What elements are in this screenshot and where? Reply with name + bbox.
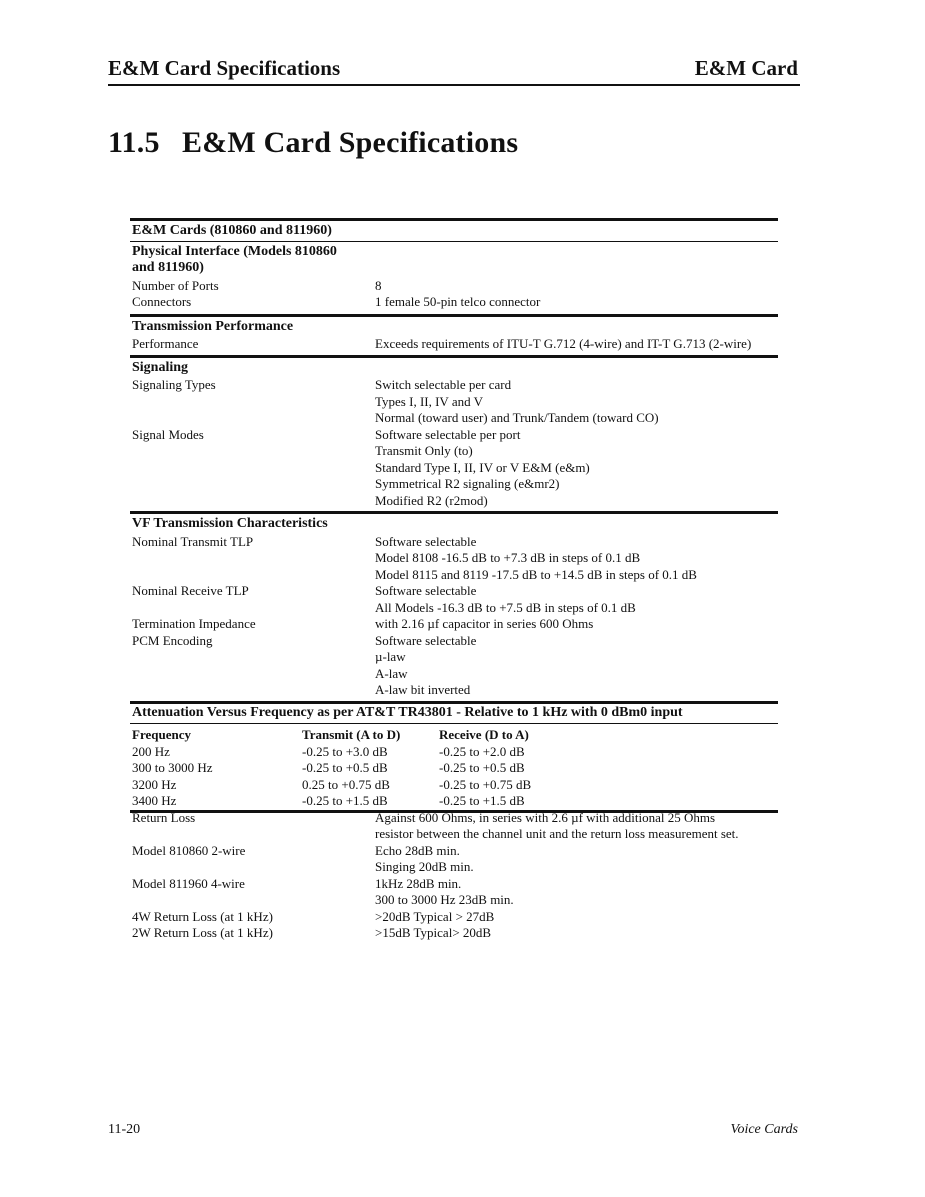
attenuation-heading: Attenuation Versus Frequency as per AT&T TR43801 - Relative to 1 kHz with 0 dBm0 input <box>130 704 778 725</box>
spec-row-value: Singing 20dB min. <box>375 859 474 874</box>
spec-row <box>130 336 778 353</box>
physical-heading-line2: and 811960) <box>132 260 204 275</box>
spec-row <box>130 534 778 584</box>
spec-row-label: Return Loss <box>132 809 196 825</box>
spec-row-value: Types I, II, IV and V <box>375 393 484 409</box>
spec-row <box>130 633 778 699</box>
spec-row-label: Performance <box>132 336 199 351</box>
spec-row-label: Connectors <box>132 294 192 309</box>
spec-row-value: µ-law <box>375 649 406 664</box>
col-receive: Receive (D to A) <box>439 727 529 742</box>
spec-row-label: Number of Ports <box>132 277 219 293</box>
page-title <box>108 126 518 160</box>
spec-row-values <box>375 583 778 616</box>
spec-row-value: A-law <box>375 665 408 681</box>
spec-row <box>130 810 778 843</box>
spec-table <box>130 218 778 942</box>
attenuation-row <box>130 760 778 777</box>
receive-cell: -0.25 to +0.75 dB <box>439 776 532 792</box>
receive-cell: -0.25 to +2.0 dB <box>439 743 525 759</box>
spec-row-value: A-law bit inverted <box>375 682 471 697</box>
spec-row-values <box>375 377 778 427</box>
attenuation-row <box>130 744 778 761</box>
spec-row <box>130 583 778 616</box>
spec-row-value: Against 600 Ohms, in series with 2.6 µf with additional 25 Ohms <box>375 809 716 825</box>
spec-row-value: Normal (toward user) and Trunk/Tandem (toward CO) <box>375 410 659 425</box>
running-header <box>108 56 798 82</box>
spec-row <box>130 377 778 427</box>
spec-row-label: Model 811960 4-wire <box>132 875 245 891</box>
spec-row-values <box>375 294 778 311</box>
transmission-heading: Transmission Performance <box>132 318 294 334</box>
spec-row-value: Model 8108 -16.5 dB to +7.3 dB in steps of 0.1 dB <box>375 550 641 565</box>
spec-row <box>130 843 778 876</box>
table-title: E&M Cards (810860 and 811960) <box>130 221 778 242</box>
spec-row-value: Standard Type I, II, IV or V E&M (e&m) <box>375 459 590 475</box>
spec-row-value: with 2.16 µf capacitor in series 600 Ohms <box>375 616 594 631</box>
spec-row-label: Model 810860 2-wire <box>132 842 246 858</box>
transmit-cell: -0.25 to +0.5 dB <box>302 760 388 775</box>
spec-row-value: 8 <box>375 277 382 293</box>
spec-row <box>130 616 778 633</box>
frequency-cell: 3200 Hz <box>132 776 177 792</box>
spec-row-label: 2W Return Loss (at 1 kHz) <box>132 925 273 940</box>
section-rule <box>130 810 778 813</box>
spec-row-label: Signal Modes <box>132 426 204 442</box>
attenuation-row <box>130 793 778 810</box>
spec-row-label: 4W Return Loss (at 1 kHz) <box>132 908 273 924</box>
spec-row-values <box>375 843 778 876</box>
spec-row-values <box>375 876 778 909</box>
transmit-cell: -0.25 to +3.0 dB <box>302 743 388 759</box>
page-number: 11-20 <box>108 1122 141 1137</box>
spec-row-value: Symmetrical R2 signaling (e&mr2) <box>375 476 560 491</box>
spec-row-value: Echo 28dB min. <box>375 842 460 858</box>
receive-cell: -0.25 to +1.5 dB <box>439 793 525 808</box>
spec-row-label: Nominal Receive TLP <box>132 583 249 598</box>
col-transmit: Transmit (A to D) <box>302 727 401 742</box>
spec-row-value: Modified R2 (r2mod) <box>375 492 488 508</box>
transmit-cell: 0.25 to +0.75 dB <box>302 776 390 792</box>
frequency-cell: 200 Hz <box>132 743 170 759</box>
section-title-text: E&M Card Specifications <box>182 126 519 159</box>
spec-row-value: 300 to 3000 Hz 23dB min. <box>375 892 514 907</box>
spec-row-value: 1 female 50-pin telco connector <box>375 294 541 309</box>
attenuation-column-headers <box>130 727 778 744</box>
attenuation-rows <box>130 744 778 810</box>
spec-row-value: Model 8115 and 8119 -17.5 dB to +14.5 dB in steps of 0.1 dB <box>375 566 697 582</box>
spec-row-value: Software selectable <box>375 533 477 549</box>
spec-row-value: Exceeds requirements of ITU-T G.712 (4-wire) and IT-T G.713 (2-wire) <box>375 336 752 351</box>
signaling-rows <box>130 377 778 509</box>
spec-row-value: resistor between the channel unit and the return loss measurement set. <box>375 826 739 841</box>
spec-row <box>130 427 778 510</box>
return-loss-rows <box>130 810 778 942</box>
spec-row-value: Transmit Only (to) <box>375 443 473 458</box>
spec-row-values <box>375 925 778 942</box>
spec-row-value: Software selectable <box>375 632 477 648</box>
transmit-cell: -0.25 to +1.5 dB <box>302 793 388 808</box>
spec-row <box>130 294 778 311</box>
spec-row-values <box>375 810 778 843</box>
attenuation-row <box>130 777 778 794</box>
footer-chapter: Voice Cards <box>730 1122 798 1137</box>
header-chapter-title: E&M Card <box>694 56 798 80</box>
frequency-cell: 3400 Hz <box>132 793 177 808</box>
col-frequency: Frequency <box>132 727 191 742</box>
receive-cell: -0.25 to +0.5 dB <box>439 760 525 775</box>
header-rule <box>108 84 800 86</box>
spec-row-values <box>375 534 778 584</box>
spec-row-values <box>375 336 778 353</box>
frequency-cell: 300 to 3000 Hz <box>132 760 213 775</box>
physical-heading-line1: Physical Interface (Models 810860 <box>132 243 337 259</box>
spec-row-values <box>375 427 778 510</box>
spec-row-label: PCM Encoding <box>132 632 213 648</box>
spec-row-values <box>375 633 778 699</box>
spec-row-label: Termination Impedance <box>132 616 256 631</box>
vf-rows <box>130 534 778 699</box>
spec-row-value: >20dB Typical > 27dB <box>375 908 495 924</box>
spec-row-values <box>375 616 778 633</box>
vf-heading: VF Transmission Characteristics <box>132 516 328 531</box>
spec-row-value: All Models -16.3 dB to +7.5 dB in steps of 0.1 dB <box>375 599 636 615</box>
transmission-rows <box>130 336 778 353</box>
physical-rows <box>130 278 778 311</box>
spec-row-value: 1kHz 28dB min. <box>375 875 462 891</box>
spec-row-value: >15dB Typical> 20dB <box>375 925 492 940</box>
spec-row-values <box>375 909 778 926</box>
spec-row-label: Nominal Transmit TLP <box>132 533 254 549</box>
header-section-title: E&M Card Specifications <box>108 56 341 80</box>
spec-row <box>130 876 778 909</box>
spec-row <box>130 909 778 926</box>
spec-row-values <box>375 278 778 295</box>
spec-row-value: Switch selectable per card <box>375 377 512 392</box>
spec-row <box>130 925 778 942</box>
physical-heading <box>130 242 778 278</box>
spec-row-value: Software selectable <box>375 583 477 598</box>
signaling-heading: Signaling <box>132 359 189 375</box>
spec-row <box>130 278 778 295</box>
section-number: 11.5 <box>108 126 160 159</box>
spec-row-value: Software selectable per port <box>375 426 521 442</box>
spec-row-label: Signaling Types <box>132 377 216 392</box>
